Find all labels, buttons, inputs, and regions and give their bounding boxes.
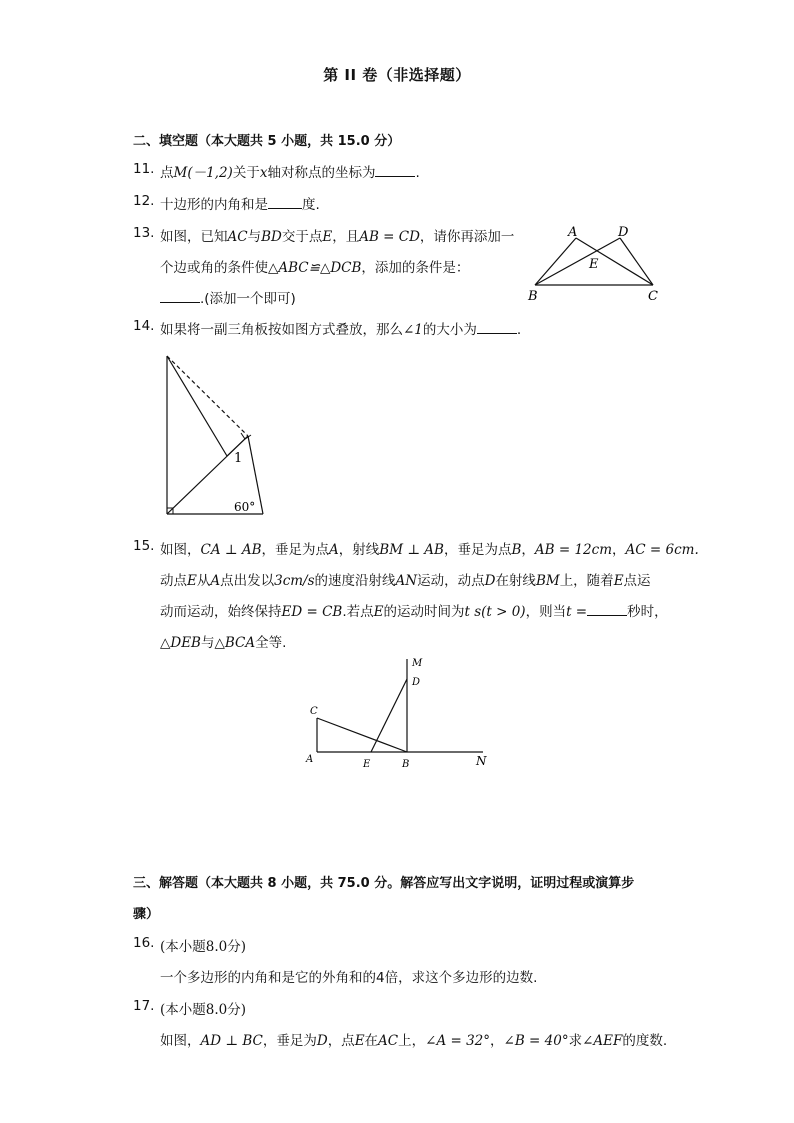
label-C: C bbox=[648, 289, 658, 304]
section-heading-solve-cont: 骤） bbox=[133, 907, 160, 922]
label-B: B bbox=[402, 759, 410, 770]
question-16-text: 一个多边形的内角和是它的外角和的4倍，求这个多边形的边数. bbox=[160, 970, 538, 986]
question-15-line-2: 动点E从A点出发以3cm/s的速度沿射线AN运动，动点D在射线BM上，随着E点运 bbox=[160, 573, 651, 589]
question-15-line-3: 动而运动，始终保持ED = CB.若点E的运动时间为t s(t > 0)，则当t = 秒时， bbox=[160, 604, 668, 620]
label-E: E bbox=[589, 257, 599, 272]
question-number: 16. bbox=[133, 935, 155, 951]
angle-60-label: 60° bbox=[234, 500, 256, 514]
angle-1-label: 1 bbox=[234, 451, 243, 466]
figure-q13 bbox=[520, 222, 670, 304]
question-number: 13. bbox=[133, 225, 155, 241]
page-title: 第 II 卷（非选择题） bbox=[323, 66, 471, 84]
question-13-line-1: 如图，已知AC与BD交于点E，且AB = CD，请你再添加一 bbox=[160, 229, 515, 245]
question-15-line-1: 如图，CA ⊥ AB，垂足为点A，射线BM ⊥ AB，垂足为点B，AB = 12cm，AC = 6cm. bbox=[160, 542, 699, 558]
section-heading-fill-in: 二、填空题（本大题共 5 小题，共 15.0 分） bbox=[133, 134, 401, 149]
question-17-score: (本小题8.0分) bbox=[160, 1002, 247, 1018]
question-11-text: 点M(－1,2)关于x轴对称点的坐标为 . bbox=[160, 165, 420, 181]
label-M: M bbox=[412, 658, 423, 669]
question-number: 14. bbox=[133, 318, 155, 334]
question-13-line-2: 个边或角的条件使△ABC≌△DCB，添加的条件是： bbox=[160, 260, 470, 276]
answer-blank[interactable] bbox=[477, 321, 517, 334]
question-number: 15. bbox=[133, 538, 155, 554]
question-number: 12. bbox=[133, 193, 155, 209]
question-13-line-3: .(添加一个即可) bbox=[160, 287, 296, 307]
answer-blank[interactable] bbox=[160, 290, 200, 303]
figure-q15 bbox=[300, 654, 500, 772]
question-number: 17. bbox=[133, 998, 155, 1014]
question-17-text: 如图，AD ⊥ BC，垂足为D，点E在AC上，∠A = 32°，∠B = 40°求∠AEF的度数. bbox=[160, 1033, 668, 1049]
question-16-score: (本小题8.0分) bbox=[160, 939, 247, 955]
question-number: 11. bbox=[133, 161, 155, 177]
label-A: A bbox=[306, 754, 314, 765]
answer-blank[interactable] bbox=[268, 196, 302, 209]
label-D: D bbox=[618, 225, 629, 240]
answer-blank[interactable] bbox=[587, 603, 627, 616]
section-heading-solve: 三、解答题（本大题共 8 小题，共 75.0 分。解答应写出文字说明，证明过程或演算步 bbox=[133, 876, 635, 891]
figure-q14 bbox=[160, 350, 270, 520]
label-A: A bbox=[568, 225, 578, 240]
label-E: E bbox=[363, 759, 371, 770]
question-14-text: 如果将一副三角板按如图方式叠放，那么∠1的大小为 . bbox=[160, 322, 522, 338]
label-D: D bbox=[412, 677, 421, 688]
label-C: C bbox=[310, 706, 318, 717]
question-12-text: 十边形的内角和是 度. bbox=[160, 197, 320, 213]
answer-blank[interactable] bbox=[375, 164, 415, 177]
label-B: B bbox=[528, 289, 538, 304]
label-N: N bbox=[476, 754, 487, 768]
question-15-line-4: △DEB与△BCA全等. bbox=[160, 635, 287, 651]
